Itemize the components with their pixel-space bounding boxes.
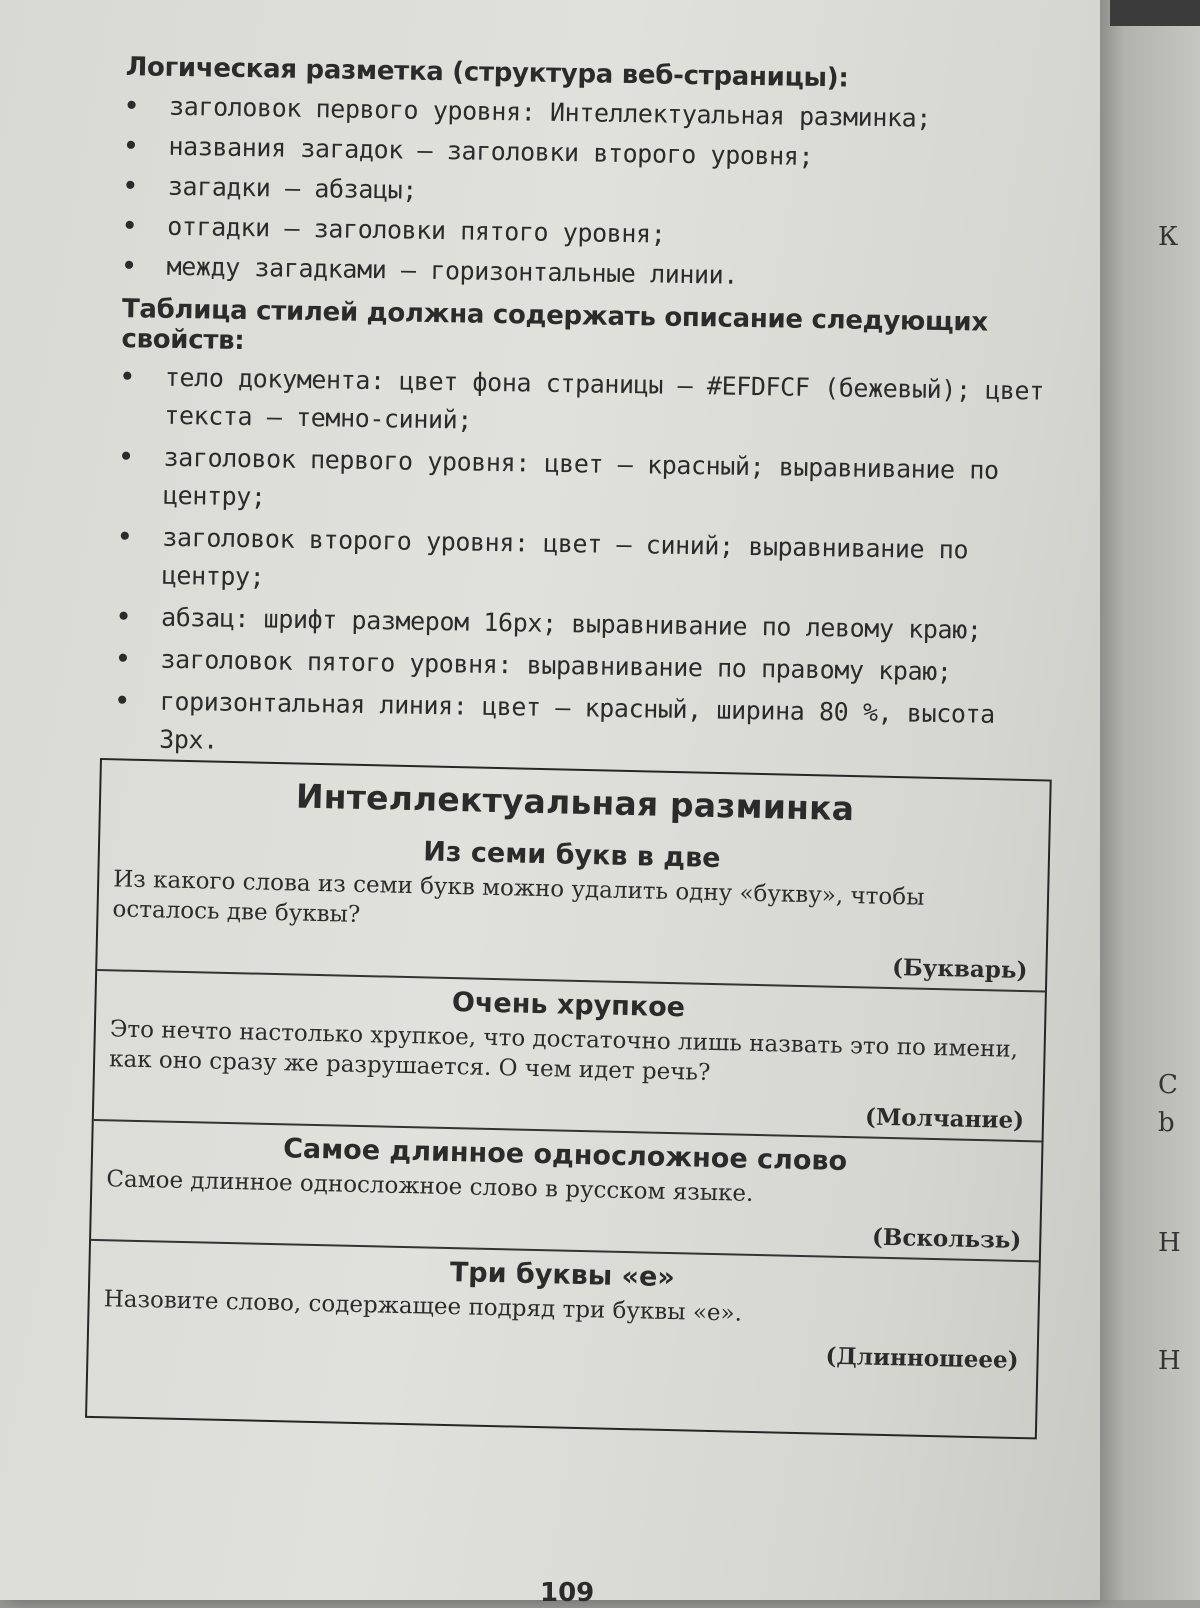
logical-markup-list [114,86,1075,301]
list-item: • названия загадок — заголовки второго уровня; [116,126,1075,181]
list-item: • заголовок пятого уровня: выравнивание по правому краю; [108,640,1066,693]
edge-letter: К [1158,222,1179,252]
riddle-block [94,979,1045,1142]
riddle-answer: (Букварь) [891,954,1028,985]
riddle-block [89,1249,1039,1374]
riddle-title: Очень хрупкое [451,987,686,1024]
riddle-answer: (Молчание) [864,1103,1025,1135]
riddle-block [91,1129,1041,1262]
list-item: • горизонтальная линия: цвет — красный, ширина 80 %, высота 3px. [107,682,1066,773]
list-item: • заголовок второго уровня: цвет — синий; выравнивание по центру; [109,518,1068,609]
riddle-title: Три буквы «е» [449,1257,676,1294]
edge-letter: С [1158,1070,1178,1100]
list-item: • тело документа: цвет фона страницы — #EFDFCF (бежевый); цвет текста — темно-синий; [112,358,1071,449]
page-content [107,52,1076,781]
riddle-title: Из семи букв в две [422,836,721,875]
list-item: • заголовок первого уровня: цвет — красный; выравнивание по центру; [111,438,1070,529]
riddle-answer: (Вскользь) [871,1223,1022,1255]
page-number: 109 [540,1578,595,1608]
logical-markup-title: Логическая разметка (структура веб-страницы): [125,52,849,94]
stylesheet-list [107,358,1071,773]
next-page-letters [1158,0,1198,1600]
riddle-text: Назовите слово, содержащее подряд три буквы «е». [103,1286,743,1327]
riddle-answer: (Длинношеее) [825,1342,1019,1374]
sample-heading: Интеллектуальная разминка [295,776,855,829]
edge-letter: b [1158,1108,1175,1138]
sample-page-frame [85,758,1052,1439]
list-item: • абзац: шрифт размером 16px; выравнивание по левому краю; [109,598,1067,651]
stylesheet-title: Таблица стилей должна содержать описание следующих свойств: [121,294,989,357]
edge-letter: Н [1158,1346,1181,1376]
riddle-text: Это нечто настолько хрупкое, что достаточно лишь назвать это по имени, как оно сразу же разрушается. О чем идет речь? [108,1016,1019,1086]
riddle-title: Самое длинное односложное слово [282,1133,848,1178]
list-item: • между загадками — горизонтальные линии. [114,246,1073,301]
riddle-text: Самое длинное односложное слово в русском языке. [106,1166,754,1207]
riddle-text: Из какого слова из семи букв можно удалить одну «букву», чтобы осталось две буквы? [112,866,925,928]
list-item: • отгадки — заголовки пятого уровня; [115,206,1074,261]
edge-letter: Н [1158,1228,1181,1258]
riddle-block [97,829,1048,992]
list-item: • заголовок первого уровня: Интеллектуальная разминка; [117,86,1076,141]
list-item: • загадки — абзацы; [116,166,1075,221]
